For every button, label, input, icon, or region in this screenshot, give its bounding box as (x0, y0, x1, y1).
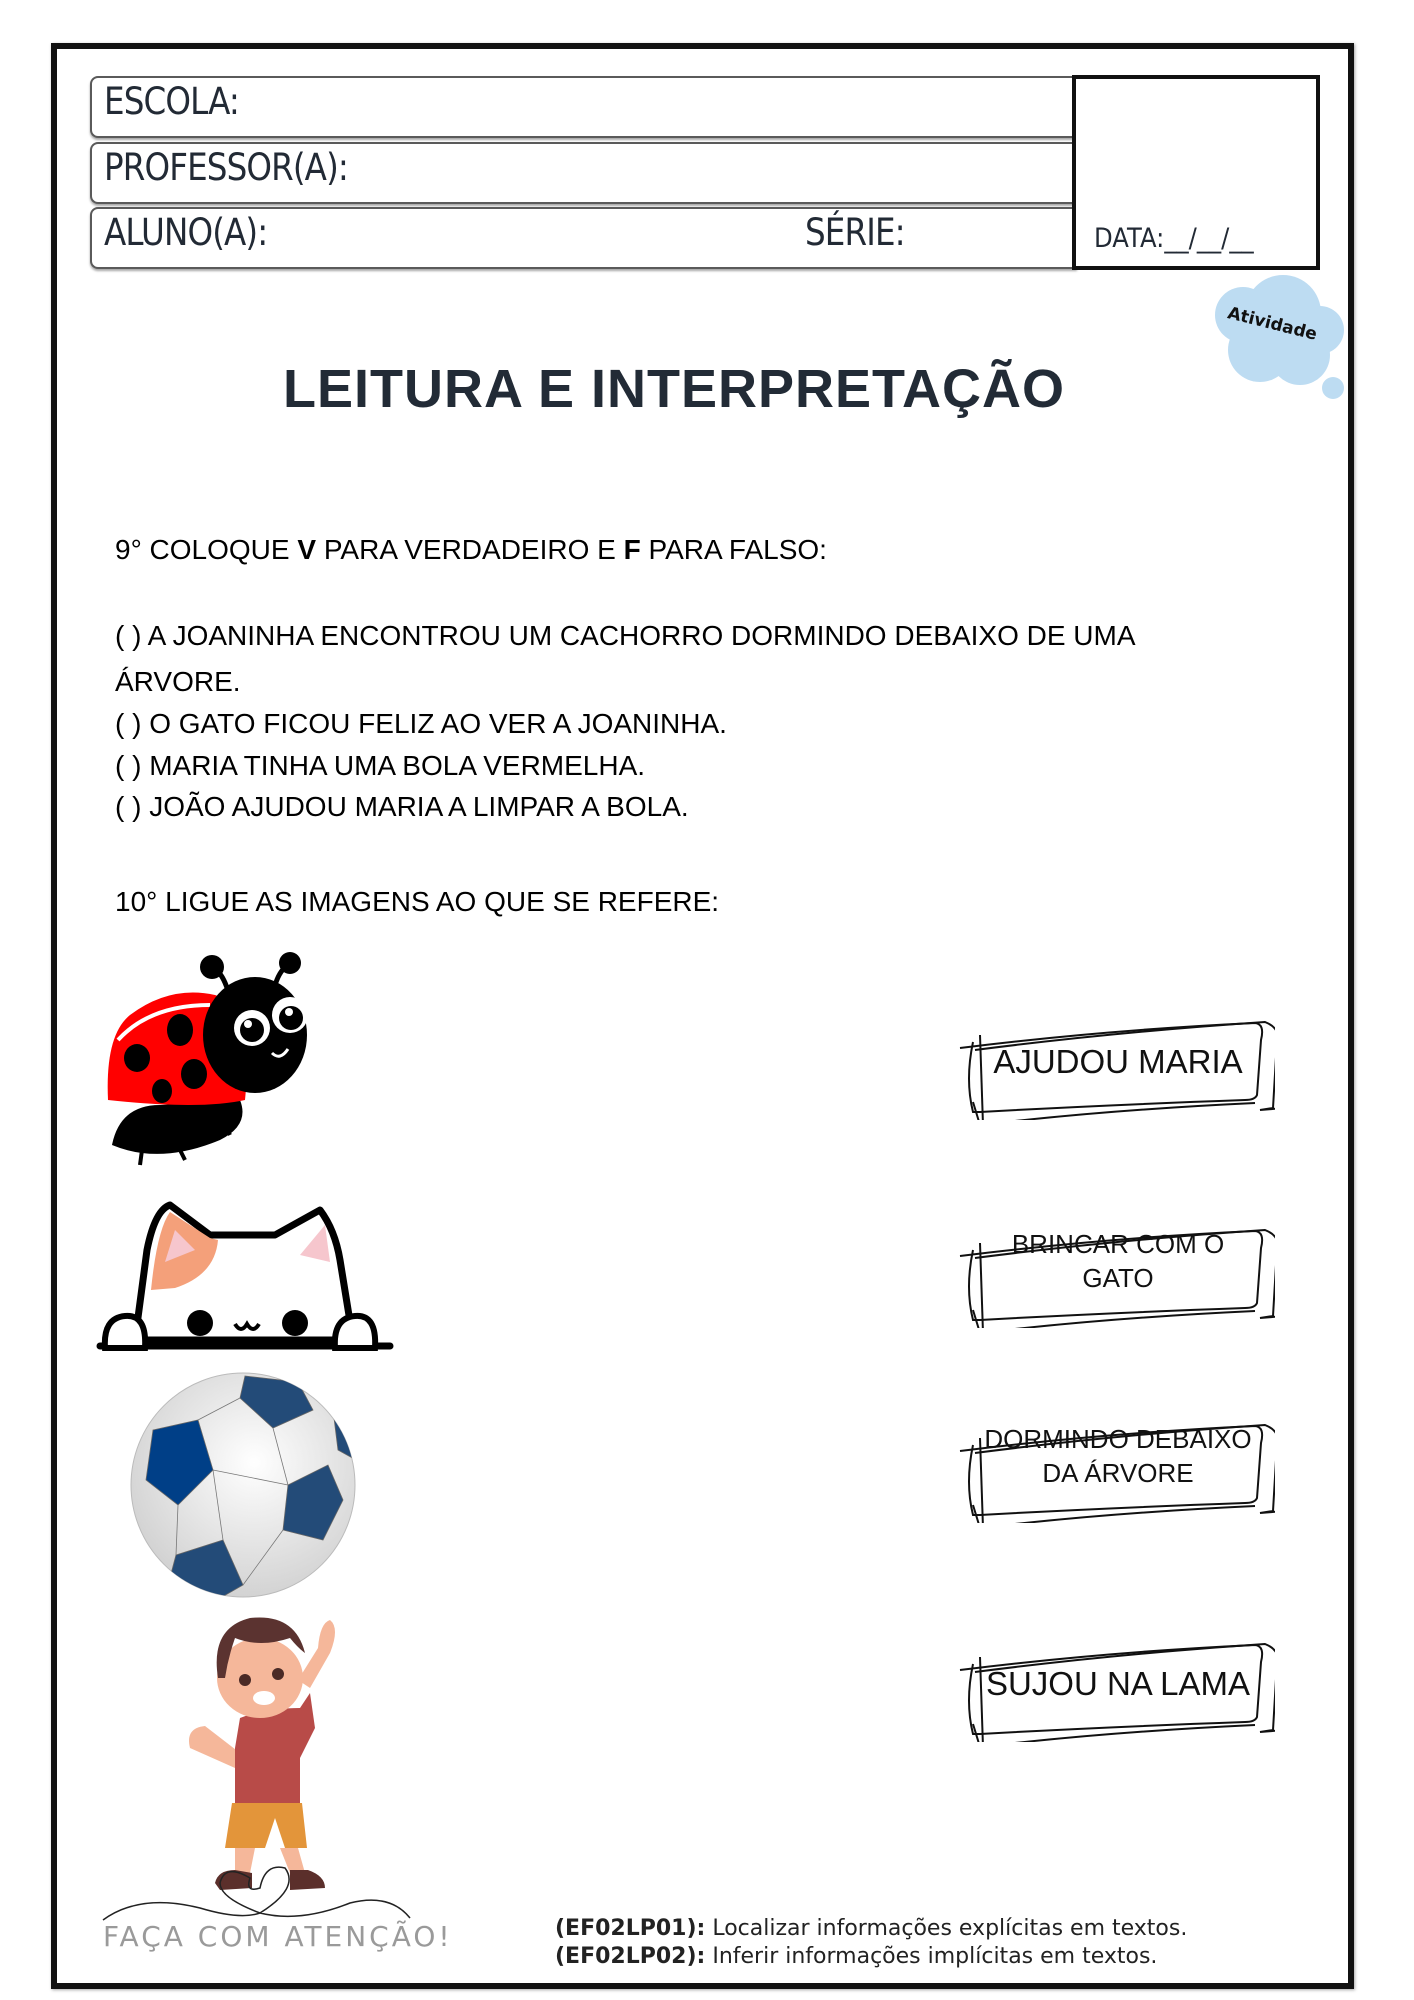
activity-badge: Atividade (1225, 303, 1320, 345)
q9-middle: PARA VERDADEIRO E (316, 534, 624, 565)
answer-box-3[interactable] (955, 1413, 1275, 1521)
answer-label: AJUDOU MARIA (993, 1042, 1243, 1080)
date-box[interactable] (1072, 75, 1320, 270)
skill-code: (EF02LP01): (555, 1916, 706, 1941)
question-9 (115, 534, 827, 566)
boy-image[interactable] (180, 1608, 350, 1893)
skill-code: (EF02LP02): (555, 1944, 706, 1969)
q9-item-2[interactable]: ( ) O GATO FICOU FELIZ AO VER A JOANINHA. (115, 708, 727, 739)
date-label: DATA:__/__/__ (1094, 223, 1254, 254)
heart-line-icon (100, 1858, 420, 1928)
student-field[interactable] (90, 207, 1077, 269)
skill-2 (555, 1943, 1187, 1971)
q9-v: V (297, 534, 317, 565)
teacher-label: PROFESSOR(A): (104, 146, 348, 189)
answer-label: DORMINDO DEBAIXO DA ÁRVORE (984, 1424, 1252, 1488)
q9-item-1[interactable]: ( ) A JOANINHA ENCONTROU UM CACHORRO DORMINDO DEBAIXO DE UMA (115, 620, 1136, 651)
grade-label: SÉRIE: (805, 211, 905, 254)
answer-box-4[interactable] (955, 1632, 1275, 1740)
q9-prefix: 9° COLOQUE (115, 534, 298, 565)
soccer-ball-image[interactable] (128, 1370, 358, 1600)
q9-item-1-cont: ÁRVORE. (115, 666, 241, 697)
cat-image[interactable] (95, 1190, 395, 1355)
student-label: ALUNO(A): (104, 211, 268, 254)
teacher-field[interactable] (90, 142, 1077, 204)
ladybug-image[interactable] (100, 925, 390, 1175)
answer-label: SUJOU NA LAMA (985, 1664, 1251, 1702)
skill-1 (555, 1915, 1187, 1943)
q9-item-3[interactable]: ( ) MARIA TINHA UMA BOLA VERMELHA. (115, 750, 646, 781)
school-field[interactable] (90, 76, 1077, 138)
q9-suffix: PARA FALSO: (640, 534, 827, 565)
q9-item-4[interactable]: ( ) JOÃO AJUDOU MARIA A LIMPAR A BOLA. (115, 791, 689, 822)
q9-f: F (623, 534, 641, 565)
skills-list (555, 1915, 1187, 1971)
motto-text: FAÇA COM ATENÇÃO! (103, 1920, 453, 1953)
school-label: ESCOLA: (104, 80, 240, 123)
page-title: LEITURA E INTERPRETAÇÃO (282, 359, 1065, 419)
answer-label: BRINCAR COM O GATO (1011, 1229, 1225, 1293)
question-10: 10° LIGUE AS IMAGENS AO QUE SE REFERE: (115, 886, 720, 917)
answer-box-1[interactable] (955, 1010, 1275, 1118)
skill-text: Localizar informações explícitas em textos. (705, 1916, 1188, 1941)
answer-box-2[interactable] (955, 1218, 1275, 1326)
skill-text: Inferir informações implícitas em textos. (705, 1944, 1158, 1969)
